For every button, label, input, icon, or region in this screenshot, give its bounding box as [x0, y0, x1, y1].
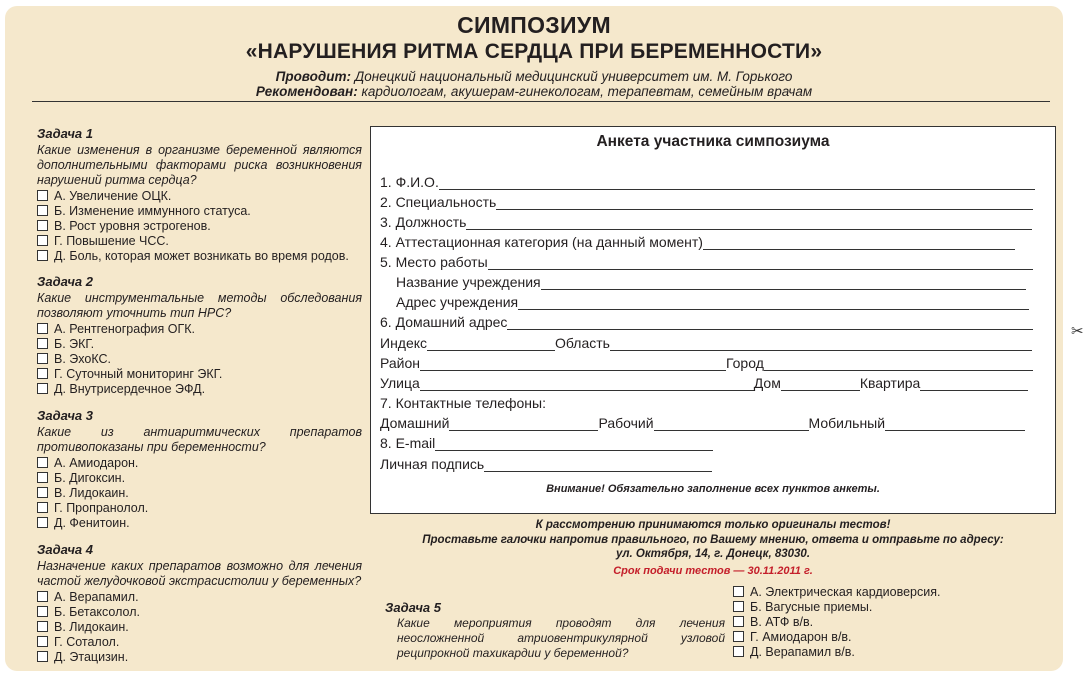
field-label: 8. E-mail [380, 435, 436, 451]
checkbox[interactable] [37, 383, 48, 394]
field-label: Дом [753, 375, 781, 391]
field-label: 2. Специальность [380, 194, 497, 210]
task-title: Задача 1 [37, 126, 94, 141]
option[interactable]: В. ЭхоКС. [37, 352, 362, 367]
field-label: Квартира [859, 375, 921, 391]
task-title: Задача 4 [37, 542, 94, 557]
option[interactable]: В. Лидокаин. [37, 620, 362, 635]
note-originals: К рассмотрению принимаются только оригиналы тестов! [535, 519, 891, 531]
fill-line[interactable] [920, 378, 1028, 391]
checkbox[interactable] [37, 220, 48, 231]
fill-line[interactable] [764, 358, 1033, 371]
field-label: 3. Должность [380, 214, 467, 230]
fio-field[interactable] [380, 174, 1035, 190]
field-label: 6. Домашний адрес [380, 314, 508, 330]
conductor-line [0, 69, 1068, 84]
phones-label: 7. Контактные телефоны: [380, 395, 546, 411]
option[interactable]: Г. Суточный мониторинг ЭКГ. [37, 367, 362, 382]
checkbox[interactable] [37, 190, 48, 201]
field-label: Название учреждения [396, 274, 541, 290]
option[interactable]: Г. Повышение ЧСС. [37, 234, 362, 249]
option[interactable]: Д. Фенитоин. [37, 516, 362, 531]
field-label: Адрес учреждения [396, 294, 519, 310]
fill-line[interactable] [488, 257, 1033, 270]
option[interactable]: Д. Этацизин. [37, 650, 362, 665]
task-title: Задача 2 [37, 274, 94, 289]
task-1 [37, 126, 362, 264]
option[interactable]: А. Электрическая кардиоверсия. [733, 585, 941, 600]
page-title: СИМПОЗИУМ [457, 12, 611, 38]
page-subtitle: «НАРУШЕНИЯ РИТМА СЕРДЦА ПРИ БЕРЕМЕННОСТИ» [245, 40, 823, 63]
recommended-line [0, 84, 1068, 99]
scissors-icon: ✂ [1071, 323, 1084, 340]
category-field[interactable] [380, 234, 1015, 250]
checkbox[interactable] [733, 586, 744, 597]
checkbox[interactable] [37, 487, 48, 498]
task-2 [37, 274, 362, 397]
field-label: 4. Аттестационная категория (на данный момент) [380, 234, 703, 250]
field-label: Индекс [380, 335, 428, 351]
fill-line[interactable] [449, 418, 598, 431]
field-label: Личная подпись [380, 456, 485, 472]
option[interactable]: Д. Боль, которая может возникать во время родов. [37, 249, 362, 264]
checkbox[interactable] [733, 616, 744, 627]
workplace-field[interactable] [380, 254, 1033, 270]
fill-line[interactable] [507, 317, 1033, 330]
fill-line[interactable] [420, 358, 726, 371]
fill-line[interactable] [885, 418, 1025, 431]
checkbox[interactable] [733, 601, 744, 612]
recommended-text: кардиологам, акушерам-гинекологам, терапевтам, семейным врачам [361, 84, 813, 99]
task-question: Какие мероприятия проводят для лечения неосложненной атриовентрикулярной узловой реципрокной тахикардии у беременной? [397, 616, 725, 660]
street-house-row[interactable] [380, 375, 1028, 391]
task-5-options [733, 585, 941, 660]
fill-line[interactable] [484, 459, 712, 472]
fill-line[interactable] [781, 378, 860, 391]
position-field[interactable] [380, 214, 1032, 230]
checkbox[interactable] [37, 502, 48, 513]
form-title: Анкета участника симпозиума [596, 133, 830, 150]
option[interactable]: Б. Вагусные приемы. [733, 600, 941, 615]
field-label: Город [726, 355, 764, 371]
fill-line[interactable] [610, 338, 1032, 351]
task-4 [37, 542, 362, 665]
option[interactable]: Г. Амиодарон в/в. [733, 630, 941, 645]
task-3 [37, 408, 362, 531]
task-5 [385, 600, 725, 661]
deadline-note: Срок подачи тестов — 30.11.2011 г. [613, 565, 813, 577]
option[interactable]: В. АТФ в/в. [733, 615, 941, 630]
checkbox[interactable] [37, 591, 48, 602]
header-divider [32, 101, 1050, 102]
email-field[interactable] [380, 435, 713, 451]
task-question: Какие изменения в организме беременной являются дополнительными факторами риска возникновения нарушений ритма сердца? [37, 143, 362, 187]
district-city-row[interactable] [380, 355, 1033, 371]
checkbox[interactable] [37, 338, 48, 349]
checkbox[interactable] [37, 636, 48, 647]
field-label: Область [555, 335, 610, 351]
checkbox[interactable] [37, 517, 48, 528]
phones-row[interactable] [380, 415, 1025, 431]
option[interactable]: Б. Дигоксин. [37, 471, 362, 486]
option[interactable]: Г. Пропранолол. [37, 501, 362, 516]
checkbox[interactable] [37, 457, 48, 468]
checkbox[interactable] [37, 250, 48, 261]
checkbox[interactable] [37, 606, 48, 617]
option[interactable]: Г. Соталол. [37, 635, 362, 650]
home-address-field[interactable] [380, 314, 1033, 330]
option[interactable]: Б. Бетаксолол. [37, 605, 362, 620]
fill-line[interactable] [541, 277, 1026, 290]
form-warning: Внимание! Обязательно заполнение всех пунктов анкеты. [546, 483, 880, 495]
field-label: 1. Ф.И.О. [380, 174, 439, 190]
option[interactable]: А. Рентгенография ОГК. [37, 322, 362, 337]
fill-line[interactable] [518, 297, 1029, 310]
recommended-label: Рекомендован: [255, 84, 358, 99]
fill-line[interactable] [703, 237, 1015, 250]
option[interactable]: А. Увеличение ОЦК. [37, 189, 362, 204]
fill-line[interactable] [439, 177, 1035, 190]
field-label: Мобильный [808, 415, 886, 431]
fill-line[interactable] [496, 197, 1033, 210]
fill-line[interactable] [420, 378, 754, 391]
option[interactable]: В. Рост уровня эстрогенов. [37, 219, 362, 234]
checkbox[interactable] [37, 651, 48, 662]
task-title: Задача 3 [37, 408, 94, 423]
institution-name-field[interactable] [396, 274, 1026, 290]
option[interactable]: А. Амиодарон. [37, 456, 362, 471]
signature-field[interactable] [380, 456, 712, 472]
fill-line[interactable] [435, 438, 713, 451]
checkbox[interactable] [37, 235, 48, 246]
option[interactable]: Д. Верапамил в/в. [733, 645, 941, 660]
participant-form [370, 126, 1056, 514]
conductor-text: Донецкий национальный медицинский университет им. М. Горького [354, 69, 793, 84]
checkbox[interactable] [37, 353, 48, 364]
note-address: ул. Октября, 14, г. Донецк, 83030. [615, 548, 811, 560]
fill-line[interactable] [654, 418, 809, 431]
option[interactable]: Б. Изменение иммунного статуса. [37, 204, 362, 219]
option[interactable]: А. Верапамил. [37, 590, 362, 605]
task-question: Какие из антиаритмических препаратов противопоказаны при беременности? [37, 425, 362, 454]
fill-line[interactable] [427, 338, 555, 351]
conductor-label: Проводит: [275, 69, 351, 84]
field-label: 5. Место работы [380, 254, 488, 270]
field-label: Рабочий [598, 415, 654, 431]
checkbox[interactable] [733, 646, 744, 657]
task-title: Задача 5 [385, 600, 442, 615]
fill-line[interactable] [466, 217, 1032, 230]
field-label: Район [380, 355, 420, 371]
task-question: Назначение каких препаратов возможно для лечения частой желудочковой экстрасистолии у беременных? [37, 559, 362, 588]
institution-address-field[interactable] [396, 294, 1029, 310]
checkbox[interactable] [37, 368, 48, 379]
checkbox[interactable] [37, 205, 48, 216]
checkbox[interactable] [37, 621, 48, 632]
field-label: Улица [380, 375, 420, 391]
specialty-field[interactable] [380, 194, 1033, 210]
task-question: Какие инструментальные методы обследования позволяют уточнить тип НРС? [37, 291, 362, 320]
checkbox[interactable] [37, 323, 48, 334]
option[interactable]: Д. Внутрисердечное ЭФД. [37, 382, 362, 397]
checkbox[interactable] [733, 631, 744, 642]
option[interactable]: Б. ЭКГ. [37, 337, 362, 352]
option[interactable]: В. Лидокаин. [37, 486, 362, 501]
field-label: Домашний [380, 415, 450, 431]
index-region-row[interactable] [380, 335, 1032, 351]
checkbox[interactable] [37, 472, 48, 483]
note-instructions: Проставьте галочки напротив правильного, по Вашему мнению, ответа и отправьте по адресу: [422, 534, 1004, 546]
